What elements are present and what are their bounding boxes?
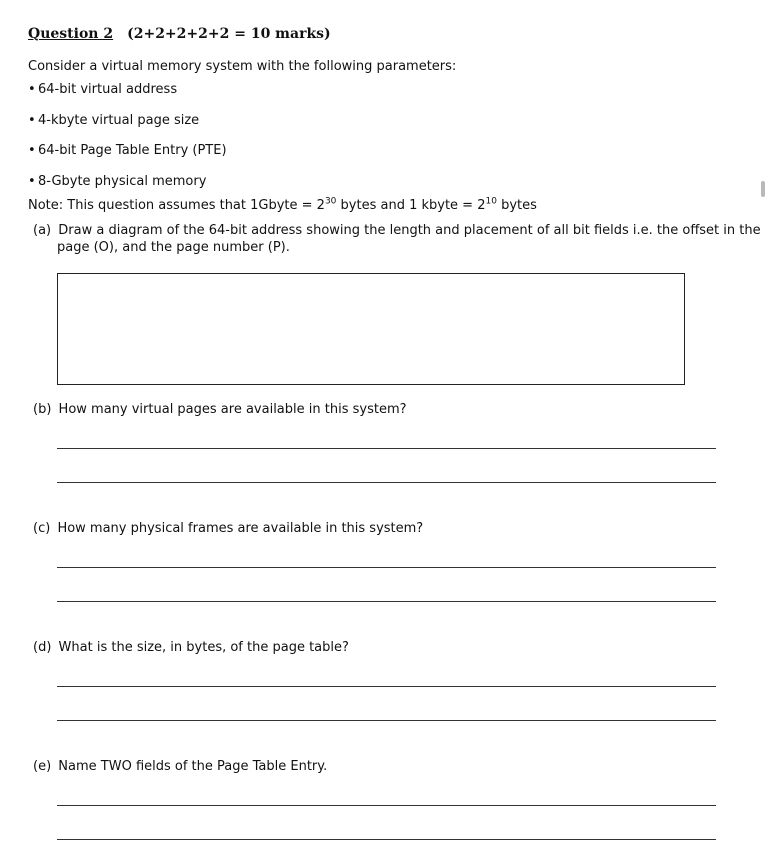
parameter-text: 64-bit virtual address (38, 82, 178, 97)
bullet-icon: • (28, 113, 36, 128)
answer-line-c1[interactable] (57, 567, 716, 568)
parameter-text: 4-kbyte virtual page size (38, 113, 200, 128)
bullet-icon: • (28, 82, 36, 97)
parameter-text: 64-bit Page Table Entry (PTE) (38, 143, 227, 158)
answer-line-b1[interactable] (57, 448, 716, 449)
kbyte-exponent: 10 (485, 196, 497, 207)
note-text: Note: This question assumes that 1Gbyte = $2^{30}$ bytes and 1 kbyte = $2^{10}$ bytes (28, 196, 537, 213)
gbyte-exponent: 30 (324, 196, 337, 207)
answer-line-e2[interactable] (57, 839, 716, 840)
part-a-question: (a) Draw a diagram of the 64-bit address showing the length and placement of all bit fields i.e. the offset in the (33, 223, 761, 238)
parameter-item (28, 82, 177, 97)
part-e-label: (e) (33, 759, 52, 774)
part-c-label: (c) (33, 521, 51, 536)
diagram-answer-box[interactable] (57, 273, 685, 385)
part-b-label: (b) (33, 402, 52, 417)
parameter-item (28, 174, 206, 189)
part-d-label: (d) (33, 640, 52, 655)
part-c-question: (c) How many physical frames are available in this system? (33, 521, 424, 536)
question-marks: (2+2+2+2+2 = 10 marks) (127, 26, 331, 42)
bullet-icon: • (28, 143, 36, 158)
part-e-question: (e) Name TWO fields of the Page Table Entry. (33, 759, 328, 774)
question-label: Question 2 (28, 26, 114, 42)
part-a-label: (a) (33, 223, 52, 238)
parameter-text: 8-Gbyte physical memory (38, 174, 207, 189)
parameter-item (28, 113, 199, 128)
question-heading (28, 26, 331, 42)
answer-line-d1[interactable] (57, 686, 716, 687)
part-a-question-continued: page (O), and the page number (P). (57, 240, 290, 255)
part-b-question: (b) How many virtual pages are available in this system? (33, 402, 407, 417)
answer-line-c2[interactable] (57, 601, 716, 602)
answer-line-e1[interactable] (57, 805, 716, 806)
scrollbar-thumb[interactable] (761, 181, 765, 197)
parameter-item (28, 143, 227, 158)
answer-line-d2[interactable] (57, 720, 716, 721)
intro-text: Consider a virtual memory system with the following parameters: (28, 59, 457, 74)
answer-line-b2[interactable] (57, 482, 716, 483)
bullet-icon: • (28, 174, 36, 189)
part-d-question: (d) What is the size, in bytes, of the page table? (33, 640, 349, 655)
